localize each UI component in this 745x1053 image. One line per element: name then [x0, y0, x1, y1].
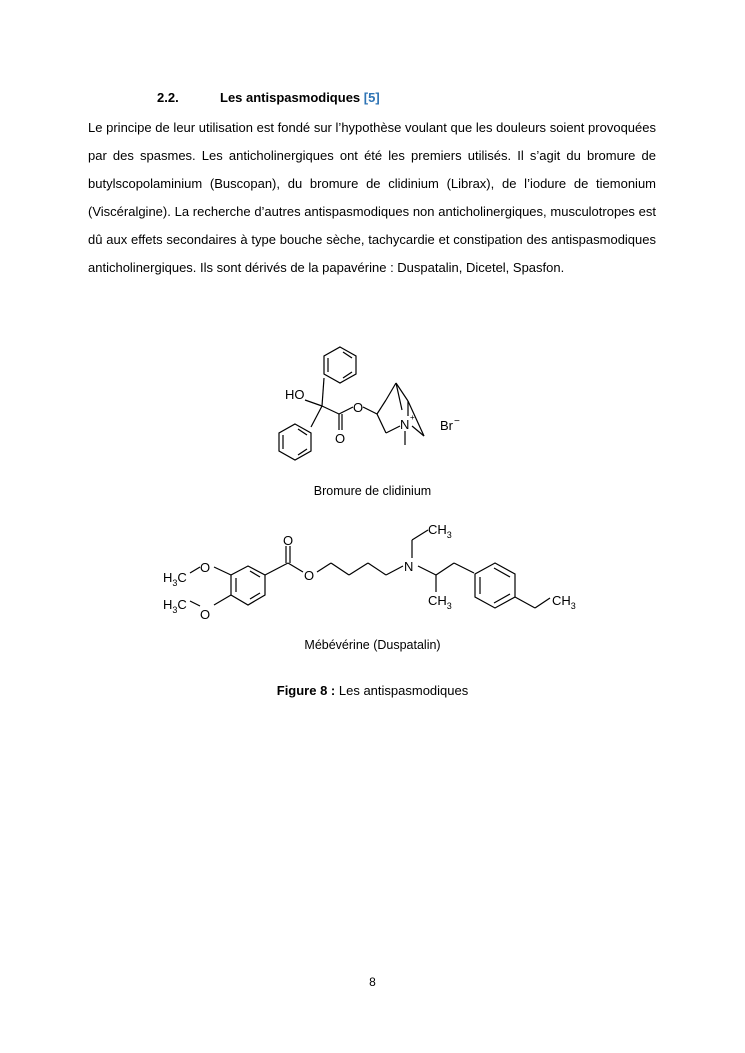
label-methoxy-oxygen-top: O	[200, 560, 211, 575]
ethylphenyl-ring	[475, 563, 515, 608]
dimethoxyphenyl-ring	[231, 566, 265, 605]
section-title: Les antispasmodiques	[220, 90, 361, 105]
label-nitrogen: N	[400, 417, 410, 432]
figure-text: Les antispasmodiques	[335, 683, 469, 698]
label-ho: HO	[285, 387, 305, 402]
label-carbonyl-oxygen: O	[335, 431, 346, 446]
figure-caption	[0, 683, 745, 698]
label-bromide: Br	[440, 418, 453, 433]
label-ester-oxygen: O	[353, 400, 364, 415]
label-plus-charge: +	[410, 413, 415, 422]
label-carbonyl-oxygen: O	[283, 533, 294, 548]
label-h3c-bottom: $H_3C$	[163, 597, 187, 615]
section-number: 2.2.	[157, 90, 179, 105]
label-minus-charge: −	[454, 416, 460, 427]
label-ch3-right: $CH_3$	[552, 593, 576, 611]
citation-link[interactable]: [5]	[363, 90, 380, 105]
label-nitrogen: N	[404, 559, 414, 574]
structure2-caption: Mébévérine (Duspatalin)	[304, 638, 441, 652]
label-ester-oxygen: O	[304, 568, 315, 583]
label-ch3-top: $CH_3$	[428, 522, 452, 540]
structure1-caption: Bromure de clidinium	[313, 484, 432, 498]
page-number: 8	[369, 975, 376, 989]
body-paragraph: Le principe de leur utilisation est fondé sur l’hypothèse voulant que les douleurs soient provoquées par des spasmes. Les anticholinergiques ont été les premiers utilisés. Il s’agit du bromure de butylscopolaminium (Buscopan), du bromure de clidinium (Librax), de l’iodure de tiemonium (Viscéralgine). La recherche d’autres antispasmodiques non anticholinergiques, musculotropes est dû aux effets secondaires à type bouche sèche, tachycardie et constipation des antispasmodiques anticholinergiques. Ils sont dérivés de la papavérine : Duspatalin, Dicetel, Spasfon.	[88, 120, 656, 275]
label-h3c-top: $H_3C$	[163, 570, 187, 588]
label-methoxy-oxygen-bottom: O	[200, 607, 211, 622]
figure-label: Figure 8 :	[276, 683, 336, 698]
label-ch3-bottom: $CH_3$	[428, 593, 452, 611]
